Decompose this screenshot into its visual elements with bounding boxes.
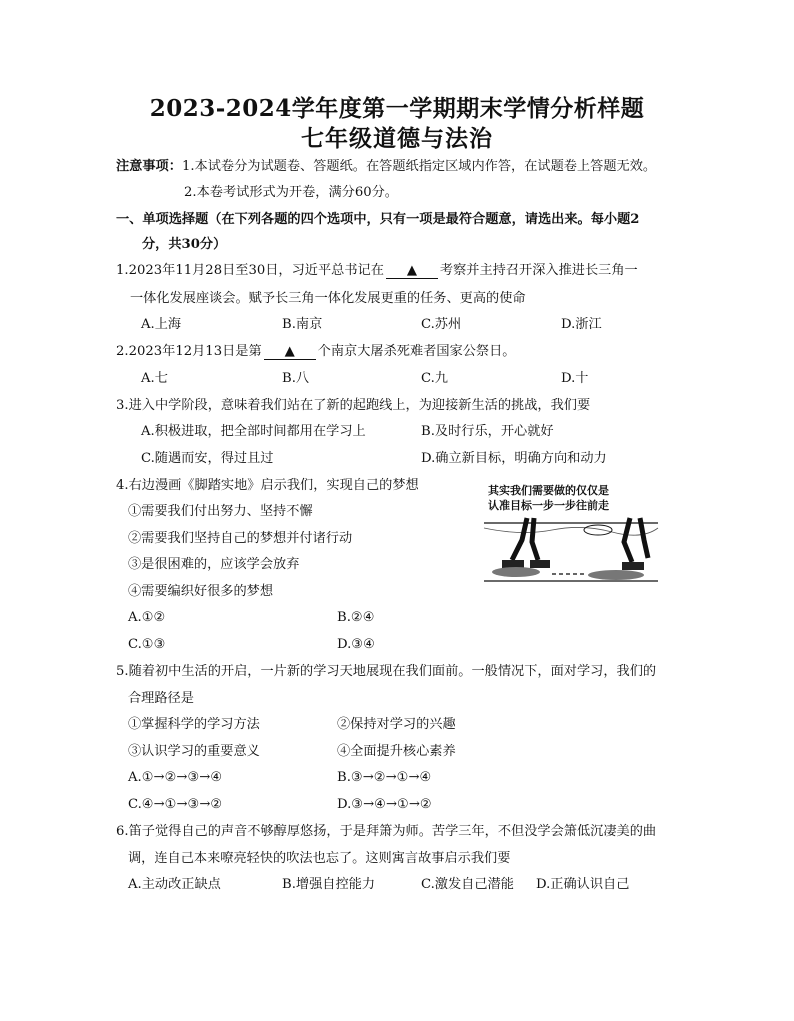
q6-option-c: C.激发自己潜能 — [421, 877, 514, 892]
q5-item-4: ④全面提升核心素养 — [337, 744, 456, 759]
question-6-stem-line-2: 调，连自己本来嘹亮轻快的吹法也忘了。这则寓言故事启示我们要 — [128, 851, 511, 866]
q5-option-a: A.①→②→③→④ — [128, 770, 223, 785]
answer-blank: ▲ — [386, 264, 438, 279]
q5-item-1: ①掌握科学的学习方法 — [128, 717, 260, 732]
q5-option-d: D.③→④→①→② — [337, 797, 432, 812]
q4-item-4: ④需要编织好很多的梦想 — [128, 584, 274, 599]
q2-option-a: A.七 — [141, 371, 168, 386]
page-title: 2023-2024学年度第一学期期末学情分析样题 — [149, 95, 645, 122]
q4-item-1: ①需要我们付出努力、坚持不懈 — [128, 504, 313, 519]
q4-option-a: A.①② — [128, 610, 166, 625]
question-1-stem — [116, 262, 638, 280]
question-1-stem-line-2: 一体化发展座谈会。赋予长三角一体化发展更重的任务、更高的使命 — [130, 291, 526, 306]
page-subtitle: 七年级道德与法治 — [301, 125, 493, 152]
q1-option-d: D.浙江 — [561, 317, 602, 332]
question-6-stem: 6.笛子觉得自己的声音不够醇厚悠扬，于是拜箫为师。苦学三年，不但没学会箫低沉凄美的曲 — [116, 824, 657, 839]
q3-option-a: A.积极进取，把全部时间都用在学习上 — [141, 424, 366, 439]
q4-item-2: ②需要我们坚持自己的梦想并付诸行动 — [128, 531, 353, 546]
q2-text-part1: 2.2023年12月13日是第 — [116, 344, 262, 359]
q3-option-c: C.随遇而安，得过且过 — [141, 451, 274, 466]
q3-option-b: B.及时行乐，开心就好 — [421, 424, 554, 439]
section-heading-line-1: 一、单项选择题（在下列各题的四个选项中，只有一项是最符合题意，请选出来。每小题2 — [116, 212, 640, 227]
answer-blank: ▲ — [264, 345, 316, 360]
question-4-stem: 4.右边漫画《脚踏实地》启示我们，实现自己的梦想 — [116, 478, 419, 493]
q1-option-a: A.上海 — [141, 317, 182, 332]
q5-item-2: ②保持对学习的兴趣 — [337, 717, 456, 732]
q3-option-d: D.确立新目标，明确方向和动力 — [421, 451, 607, 466]
q4-option-d: D.③④ — [337, 637, 375, 652]
q5-option-c: C.④→①→③→② — [128, 797, 223, 812]
q4-option-c: C.①③ — [128, 637, 166, 652]
q5-item-3: ③认识学习的重要意义 — [128, 744, 260, 759]
q1-text-part1: 1.2023年11月28日至30日，习近平总书记在 — [116, 263, 384, 278]
q5-option-b: B.③→②→①→④ — [337, 770, 432, 785]
q6-option-d: D.正确认识自己 — [536, 877, 630, 892]
q4-item-3: ③是很困难的，应该学会放弃 — [128, 557, 300, 572]
comic-caption-line-2: 认准目标一步一步往前走 — [488, 499, 609, 512]
question-5-stem: 5.随着初中生活的开启，一片新的学习天地展现在我们面前。一般情况下，面对学习，我们的 — [116, 664, 657, 679]
section-heading-line-2: 分，共30分） — [142, 237, 227, 252]
notes-item-2: 2.本卷考试形式为开卷，满分60分。 — [184, 185, 398, 200]
question-3-stem: 3.进入中学阶段，意味着我们站在了新的起跑线上，为迎接新生活的挑战，我们要 — [116, 398, 591, 413]
q1-option-b: B.南京 — [282, 317, 323, 332]
q1-option-c: C.苏州 — [421, 317, 462, 332]
q2-option-d: D.十 — [561, 371, 589, 386]
notes-label: 注意事项： — [116, 159, 182, 174]
comic-illustration — [482, 478, 660, 595]
question-5-stem-line-2: 合理路径是 — [128, 691, 194, 706]
q1-text-part2: 考察并主持召开深入推进长三角一 — [439, 263, 638, 278]
comic-caption-line-1: 其实我们需要做的仅仅是 — [488, 484, 609, 497]
q6-option-a: A.主动改正缺点 — [128, 877, 221, 892]
q2-option-b: B.八 — [282, 371, 310, 386]
question-2-stem — [116, 343, 515, 361]
q2-text-part2: 个南京大屠杀死难者国家公祭日。 — [317, 344, 516, 359]
notes-item-1: 1.本试卷分为试题卷、答题纸。在答题纸指定区域内作答，在试题卷上答题无效。 — [181, 159, 657, 174]
q6-option-b: B.增强自控能力 — [282, 877, 376, 892]
q4-option-b: B.②④ — [337, 610, 375, 625]
q2-option-c: C.九 — [421, 371, 448, 386]
notes-line-1 — [116, 158, 656, 176]
